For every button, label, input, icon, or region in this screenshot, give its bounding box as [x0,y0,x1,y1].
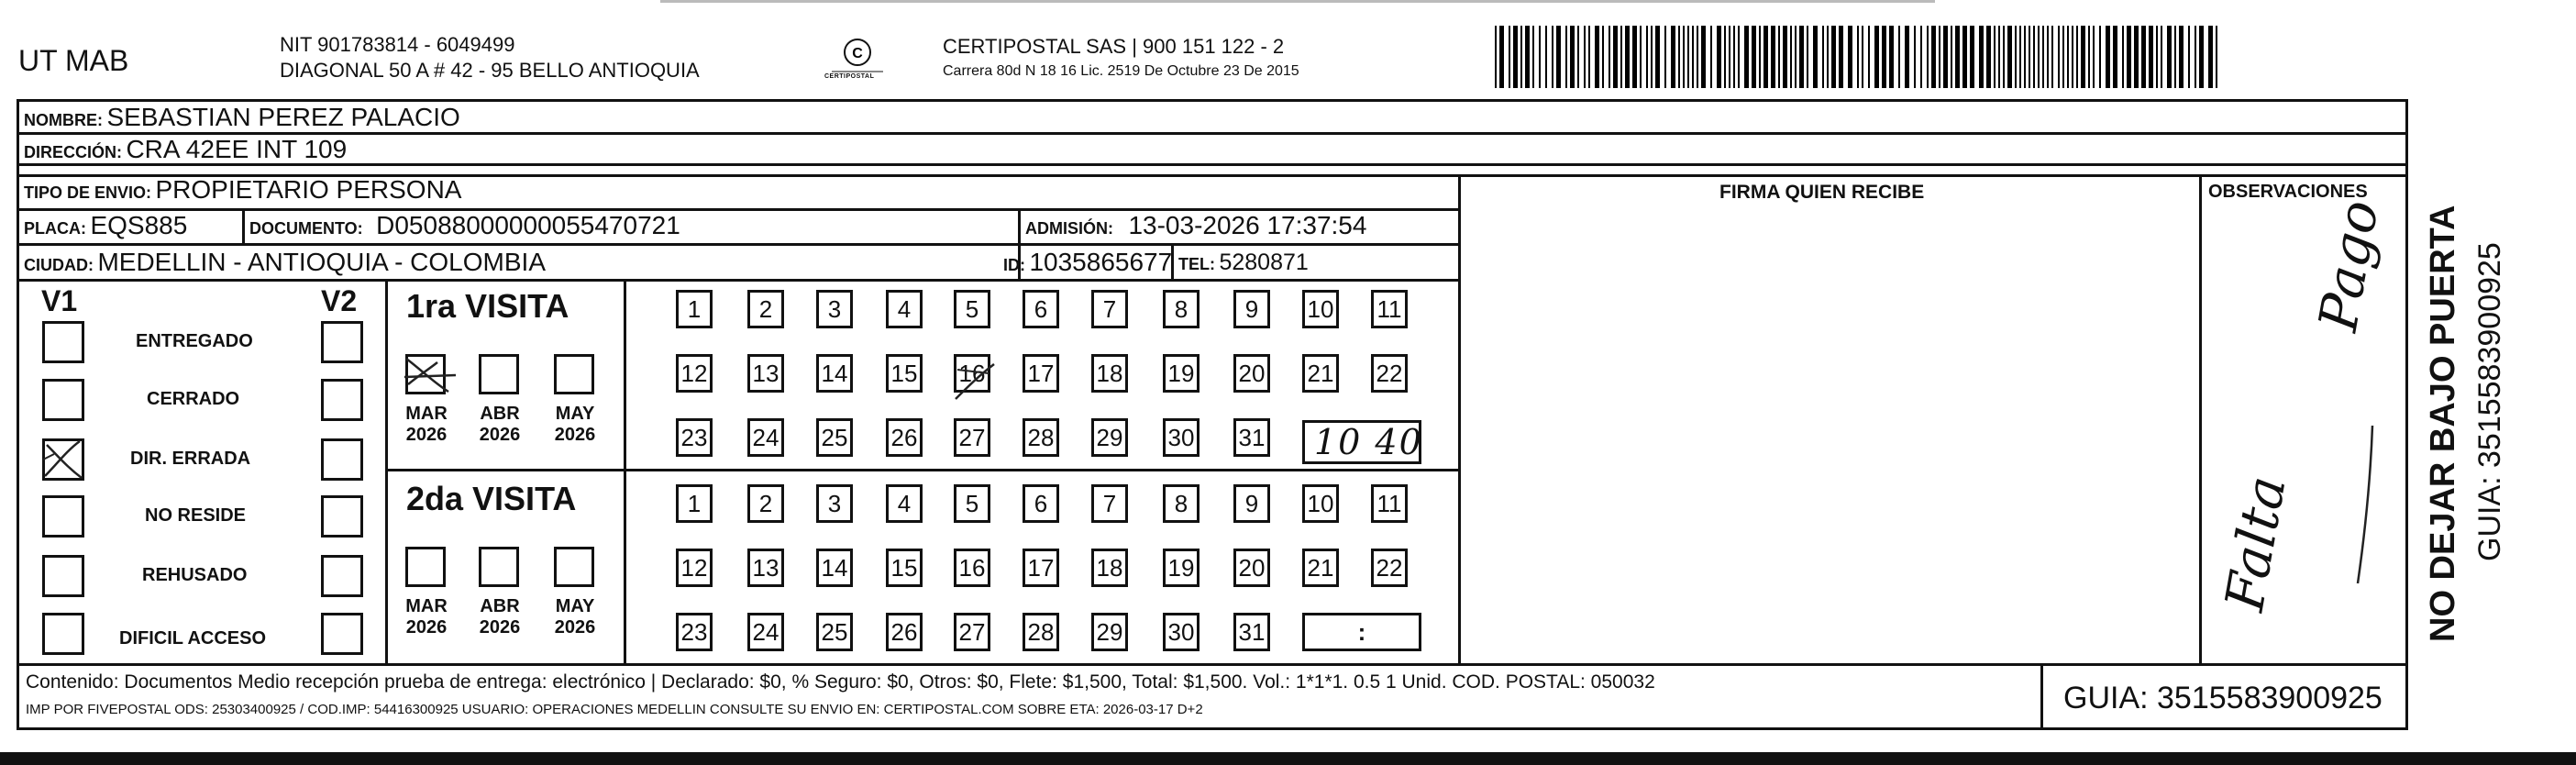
second-visit-day-27[interactable]: 27 [954,613,990,651]
direccion-value: CRA 42EE INT 109 [126,135,348,163]
admision-row [1025,213,1366,238]
documento-row [249,213,680,238]
documento-value: D05088000000055470721 [376,211,680,239]
first-visit-day-28[interactable]: 28 [1023,418,1059,457]
v1-label: V1 [41,284,78,317]
first-visit-day-6[interactable]: 6 [1023,290,1059,328]
first-visit-day-12[interactable]: 12 [676,354,713,393]
logo-text: CERTIPOSTAL [824,73,875,80]
v2-checkbox-dificil-acceso[interactable] [321,613,363,655]
status-dir-errada: DIR. ERRADA [130,449,251,469]
first-visit-day-20[interactable]: 20 [1233,354,1270,393]
v1-checkbox-rehusado[interactable] [42,555,84,597]
second-visit-day-2[interactable]: 2 [747,484,784,523]
second-visit-day-16[interactable]: 16 [954,549,990,587]
first-visit-day-2[interactable]: 2 [747,290,784,328]
second-visit-label-abr: ABR 2026 [479,596,521,638]
observation-handwriting-falta: Falta [2213,471,2298,615]
handwritten-check-mark [403,351,458,399]
v2-checkbox-cerrado[interactable] [321,379,363,421]
status-rehusado: REHUSADO [142,565,248,585]
id-label: ID: [1003,256,1025,274]
first-visit-day-23[interactable]: 23 [676,418,713,457]
company-name: UT MAB [18,44,129,77]
second-visit-time-box[interactable] [1302,613,1421,651]
second-visit-day-15[interactable]: 15 [886,549,923,587]
v2-checkbox-rehusado[interactable] [321,555,363,597]
second-visit-day-9[interactable]: 9 [1233,484,1270,523]
nombre-label: NOMBRE: [24,111,103,129]
first-visit-day-14[interactable]: 14 [816,354,853,393]
first-visit-label-mar: MAR 2026 [405,404,448,445]
status-cerrado: CERRADO [147,389,240,409]
second-visit-day-24[interactable]: 24 [747,613,784,651]
second-visit-day-19[interactable]: 19 [1163,549,1200,587]
second-visit-label-mar: MAR 2026 [405,596,448,638]
observaciones-header: OBSERVACIONES [2208,182,2368,202]
second-visit-day-12[interactable]: 12 [676,549,713,587]
first-visit-day-15[interactable]: 15 [886,354,923,393]
documento-label: DOCUMENTO: [249,219,363,238]
second-visit-day-25[interactable]: 25 [816,613,853,651]
second-visit-day-10[interactable]: 10 [1302,484,1339,523]
handwritten-line [2352,422,2380,587]
tipo-value: PROPIETARIO PERSONA [155,175,462,204]
first-visit-day-27[interactable]: 27 [954,418,990,457]
side-guia: GUIA: 3515583900925 [2472,242,2507,561]
second-visit-day-17[interactable]: 17 [1023,549,1059,587]
nit: NIT 901783814 - 6049499 [280,33,515,56]
first-visit-month-mar[interactable] [405,354,446,394]
v1-checkbox-entregado[interactable] [42,321,84,363]
first-visit-day-16[interactable]: 16 [954,354,990,393]
nombre-value: SEBASTIAN PEREZ PALACIO [106,103,460,131]
id-value: 1035865677 [1029,248,1173,276]
first-visit-day-10[interactable]: 10 [1302,290,1339,328]
second-visit-day-28[interactable]: 28 [1023,613,1059,651]
first-visit-day-9[interactable]: 9 [1233,290,1270,328]
footer-content-line: Contenido: Documentos Medio recepción prueba de entrega: electrónico | Declarado: $0, % Seguro: $0, Otros: $0, Flete: $1,500, Total: $1,500. Vol.: 1*1*1. 0.5 1 Unid. COD. POSTAL: 050032 [26,671,1655,693]
first-visit-day-7[interactable]: 7 [1091,290,1128,328]
first-visit-day-29[interactable]: 29 [1091,418,1128,457]
first-visit-day-5[interactable]: 5 [954,290,990,328]
first-visit-title: 1ra VISITA [406,287,569,325]
tel-label: TEL: [1178,255,1215,273]
direccion-row [24,137,347,162]
second-visit-day-11[interactable]: 11 [1371,484,1408,523]
second-visit-month-may[interactable] [554,547,594,587]
svg-text:C: C [852,46,863,61]
first-visit-day-3[interactable]: 3 [816,290,853,328]
footer-guia: GUIA: 3515583900925 [2063,681,2383,715]
first-visit-day-22[interactable]: 22 [1371,354,1408,393]
first-visit-day-17[interactable]: 17 [1023,354,1059,393]
second-visit-day-23[interactable]: 23 [676,613,713,651]
side-warning: NO DEJAR BAJO PUERTA [2424,205,2462,642]
first-visit-day-19[interactable]: 19 [1163,354,1200,393]
tipo-label: TIPO DE ENVIO: [24,183,152,202]
second-visit-day-26[interactable]: 26 [886,613,923,651]
ciudad-row [24,249,546,275]
first-visit-day-26[interactable]: 26 [886,418,923,457]
tel-row [1178,251,1309,274]
second-visit-day-8[interactable]: 8 [1163,484,1200,523]
second-visit-day-3[interactable]: 3 [816,484,853,523]
status-no-reside: NO RESIDE [145,505,247,526]
second-visit-day-5[interactable]: 5 [954,484,990,523]
v1-checkbox-no-reside[interactable] [42,495,84,538]
second-visit-day-4[interactable]: 4 [886,484,923,523]
scan-top-edge [660,0,1935,3]
second-visit-day-13[interactable]: 13 [747,549,784,587]
barcode [1495,26,2228,88]
observation-handwriting-pago: Pago [2306,195,2391,336]
second-visit-day-31[interactable]: 31 [1233,613,1270,651]
status-dificil-acceso: DIFICIL ACCESO [119,628,267,649]
first-visit-time-handwritten: 10 40 [1314,422,1423,462]
second-visit-day-30[interactable]: 30 [1163,613,1200,651]
handwritten-strike-day-16 [952,360,998,406]
first-visit-day-11[interactable]: 11 [1371,290,1408,328]
sender-address: DIAGONAL 50 A # 42 - 95 BELLO ANTIOQUIA [280,59,700,82]
footer-print-line: IMP POR FIVEPOSTAL ODS: 25303400925 / COD.IMP: 54416300925 USUARIO: OPERACIONES MEDELLIN CONSULTE SU ENVIO EN: CERTIPOSTAL.COM SOBRE ETA: 2026-03-17 D+2 [26,702,1203,717]
second-visit-day-18[interactable]: 18 [1091,549,1128,587]
second-visit-day-20[interactable]: 20 [1233,549,1270,587]
v1-checkbox-dir-errada[interactable] [42,438,84,481]
first-visit-day-8[interactable]: 8 [1163,290,1200,328]
first-visit-label-abr: ABR 2026 [479,404,521,445]
first-visit-month-may[interactable] [554,354,594,394]
ciudad-label: CIUDAD: [24,256,94,274]
id-row [1003,249,1172,275]
first-visit-day-4[interactable]: 4 [886,290,923,328]
second-visit-day-7[interactable]: 7 [1091,484,1128,523]
first-visit-day-18[interactable]: 18 [1091,354,1128,393]
first-visit-day-30[interactable]: 30 [1163,418,1200,457]
v1-checkbox-dificil-acceso[interactable] [42,613,84,655]
tipo-row [24,177,461,203]
direccion-label: DIRECCIÓN: [24,143,122,161]
v2-checkbox-entregado[interactable] [321,321,363,363]
second-visit-day-22[interactable]: 22 [1371,549,1408,587]
tel-value: 5280871 [1219,249,1309,275]
first-visit-day-1[interactable]: 1 [676,290,713,328]
v1-checkbox-cerrado[interactable] [42,379,84,421]
first-visit-day-13[interactable]: 13 [747,354,784,393]
first-visit-day-24[interactable]: 24 [747,418,784,457]
second-visit-month-mar[interactable] [405,547,446,587]
first-visit-day-21[interactable]: 21 [1302,354,1339,393]
second-visit-month-abr[interactable] [479,547,519,587]
v2-checkbox-no-reside[interactable] [321,495,363,538]
second-visit-day-1[interactable]: 1 [676,484,713,523]
first-visit-day-31[interactable]: 31 [1233,418,1270,457]
placa-label: PLACA: [24,219,86,238]
first-visit-time-box[interactable] [1302,420,1421,464]
status-entregado: ENTREGADO [136,331,253,351]
admision-label: ADMISIÓN: [1025,219,1113,238]
second-visit-label-may: MAY 2026 [554,596,596,638]
first-visit-day-25[interactable]: 25 [816,418,853,457]
first-visit-label-may: MAY 2026 [554,404,596,445]
placa-value: EQS885 [90,211,188,239]
second-visit-day-21[interactable]: 21 [1302,549,1339,587]
handwritten-check-mark [39,436,87,483]
carrier-license: Carrera 80d N 18 16 Lic. 2519 De Octubre 23 De 2015 [943,63,1299,79]
certipostal-logo [821,37,894,83]
admision-value: 13-03-2026 17:37:54 [1128,211,1367,239]
second-visit-day-6[interactable]: 6 [1023,484,1059,523]
v2-label: V2 [321,284,358,317]
second-visit-title: 2da VISITA [406,480,577,517]
ciudad-value: MEDELLIN - ANTIOQUIA - COLOMBIA [97,248,546,276]
nombre-row [24,105,460,130]
carrier-name: CERTIPOSTAL SAS | 900 151 122 - 2 [943,35,1285,58]
second-visit-time-separator: : [1357,617,1366,646]
second-visit-day-29[interactable]: 29 [1091,613,1128,651]
firma-header: FIRMA QUIEN RECIBE [1719,182,1925,203]
second-visit-day-14[interactable]: 14 [816,549,853,587]
v2-checkbox-dir-errada[interactable] [321,438,363,481]
first-visit-month-abr[interactable] [479,354,519,394]
placa-row [24,213,187,238]
